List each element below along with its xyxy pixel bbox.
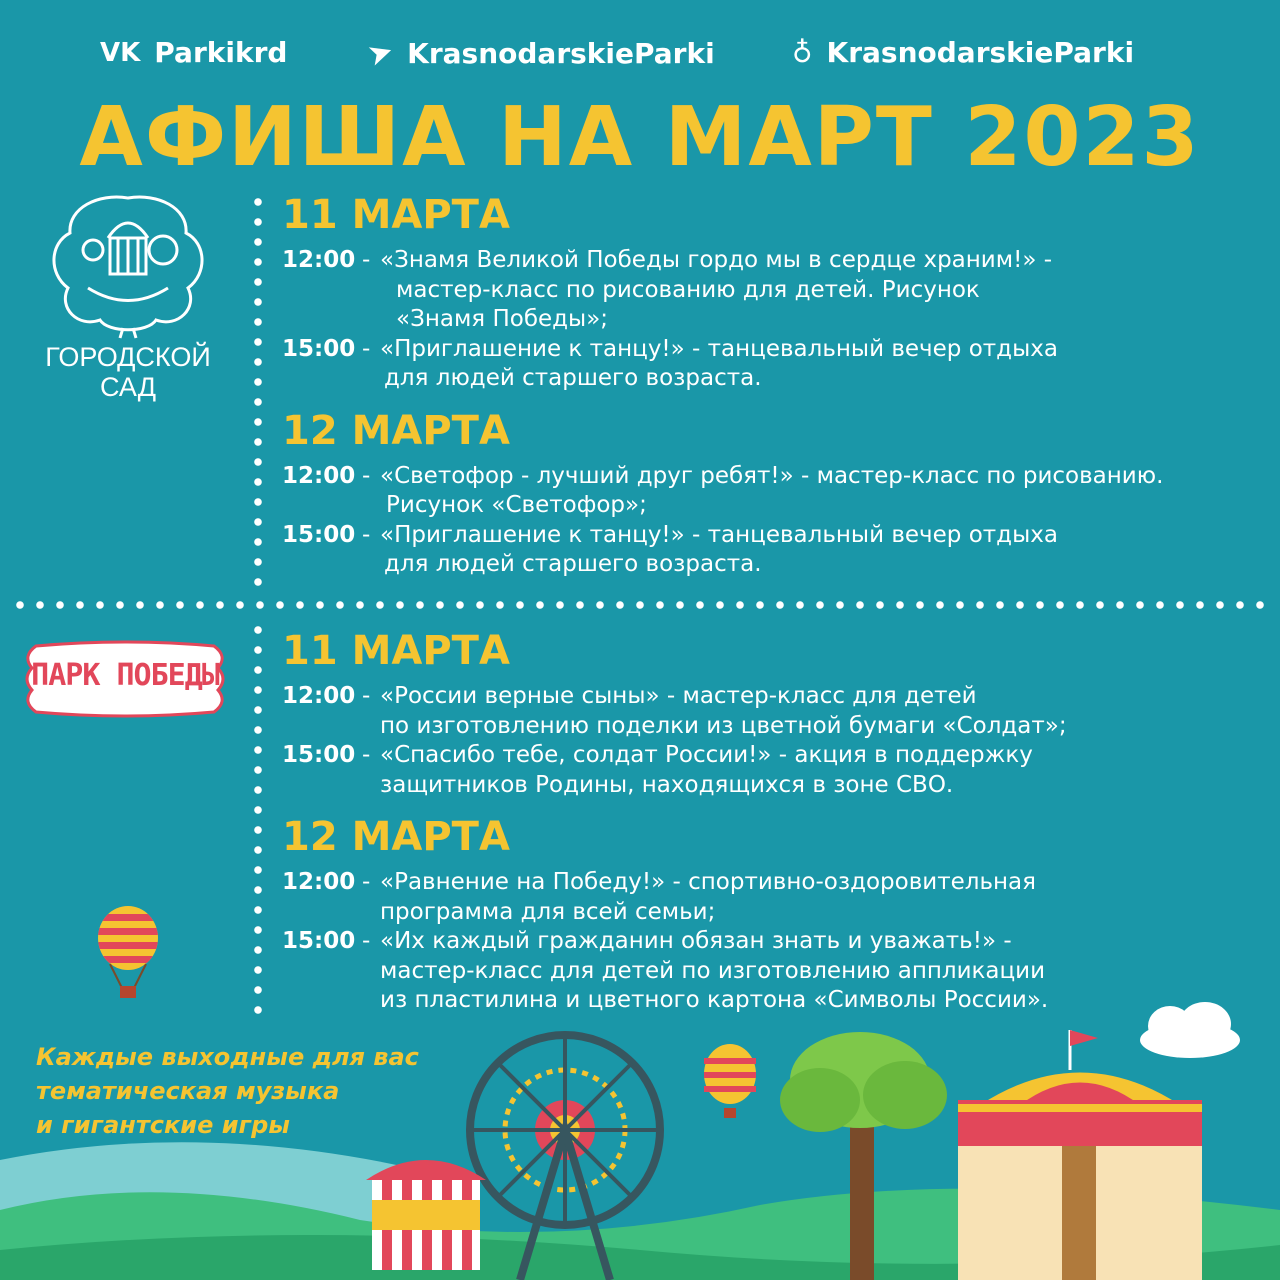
event-dash: - [362,928,371,954]
event-dash: - [362,742,371,768]
event-line: «Знамя Великой Победы гордо мы в сердце храним!» - [380,247,1053,273]
event-line: «Их каждый гражданин обязан знать и уважать!» - [380,928,1012,954]
hot-air-balloon-icon [96,906,160,1002]
event-line: Рисунок «Светофор»; [386,492,647,518]
booth-icon [366,1160,486,1270]
divider-vertical-bottom [252,620,264,1020]
event-line: для людей старшего возраста. [384,551,762,577]
day-date: 12 МАРТА [282,814,510,860]
weekend-note-line: тематическая музыка [36,1077,340,1105]
event-dash: - [362,335,371,362]
gorodskoy-sad-label-line2: САД [99,372,157,402]
event-line: «Спасибо тебе, солдат России!» - акция в поддержку [380,742,1033,768]
day-date: 11 МАРТА [282,628,510,674]
event-line: для людей старшего возраста. [384,365,762,391]
gorodskoy-sad-label [38,342,218,402]
event-item [282,682,1272,741]
event-line: «Приглашение к танцу!» - танцевальный вечер отдыха [380,335,1058,362]
event-line: мастер-класс по рисованию для детей. Рисунок [396,276,980,303]
vk-icon: VK [100,37,141,68]
event-dash: - [362,247,371,273]
park-pobedy-label: ПАРК ПОБЕДЫ [31,658,219,693]
event-line: по изготовлению поделки из цветной бумаги «Солдат»; [380,712,1067,739]
cloud-icon [1140,1002,1240,1058]
weekend-note-line: и гигантские игры [36,1111,290,1139]
event-dash: - [362,683,371,709]
social-links [0,32,1280,76]
social-telegram[interactable] [363,32,715,75]
event-line: «Приглашение к танцу!» - танцевальный вечер отдыха [380,521,1058,548]
day-date: 12 МАРТА [282,407,510,454]
event-line: «Равнение на Победу!» - спортивно-оздоровительная [380,869,1036,895]
event-time: 12:00 [282,869,356,895]
odnoklassniki-icon: ♁ [792,36,813,69]
gorodskoy-sad-label-line1: ГОРОДСКОЙ [45,342,211,372]
event-time: 12:00 [282,683,356,709]
event-item [282,868,1272,927]
event-line: «Светофор - лучший друг ребят!» - мастер-класс по рисованию. [380,462,1164,489]
park-section-gorodskoy-sad [282,192,1272,580]
event-dash: - [362,521,371,548]
event-item [282,462,1272,521]
event-item [282,335,1272,394]
divider-horizontal [10,598,1275,612]
event-item [282,246,1272,335]
social-vk-handle: Parkikrd [154,36,288,69]
event-line: мастер-класс для детей по изготовлению аппликации [380,957,1046,984]
event-item [282,741,1272,800]
event-line: «России верные сыны» - мастер-класс для детей [380,683,977,709]
carousel-icon [958,1030,1202,1280]
park-section-park-pobedy [282,628,1272,1016]
social-telegram-handle: KrasnodarskieParki [407,37,715,70]
amusement-park-illustration [0,1000,1280,1280]
event-time: 15:00 [282,335,356,362]
weekend-note-line: Каждые выходные для вас [36,1043,419,1071]
social-ok[interactable] [792,36,1134,69]
event-time: 15:00 [282,742,356,768]
small-balloon-icon [704,1044,756,1118]
day-date: 11 МАРТА [282,192,510,238]
event-line: программа для всей семьи; [380,898,716,925]
event-line: «Знамя Победы»; [396,306,609,332]
event-line: защитников Родины, находящихся в зоне СВО. [380,771,954,798]
social-ok-handle: KrasnodarskieParki [826,36,1135,69]
event-time: 12:00 [282,247,356,273]
event-time: 15:00 [282,928,356,954]
event-item [282,521,1272,580]
divider-vertical-top [252,192,264,592]
event-time: 15:00 [282,521,356,548]
social-vk[interactable] [100,36,287,69]
event-line: из пластилина и цветного картона «Символы России». [380,987,1049,1013]
telegram-icon: ➤ [363,32,398,75]
event-dash: - [362,869,371,895]
event-time: 12:00 [282,462,356,489]
event-dash: - [362,462,371,489]
poster-title: АФИША НА МАРТ 2023 [79,90,1201,185]
